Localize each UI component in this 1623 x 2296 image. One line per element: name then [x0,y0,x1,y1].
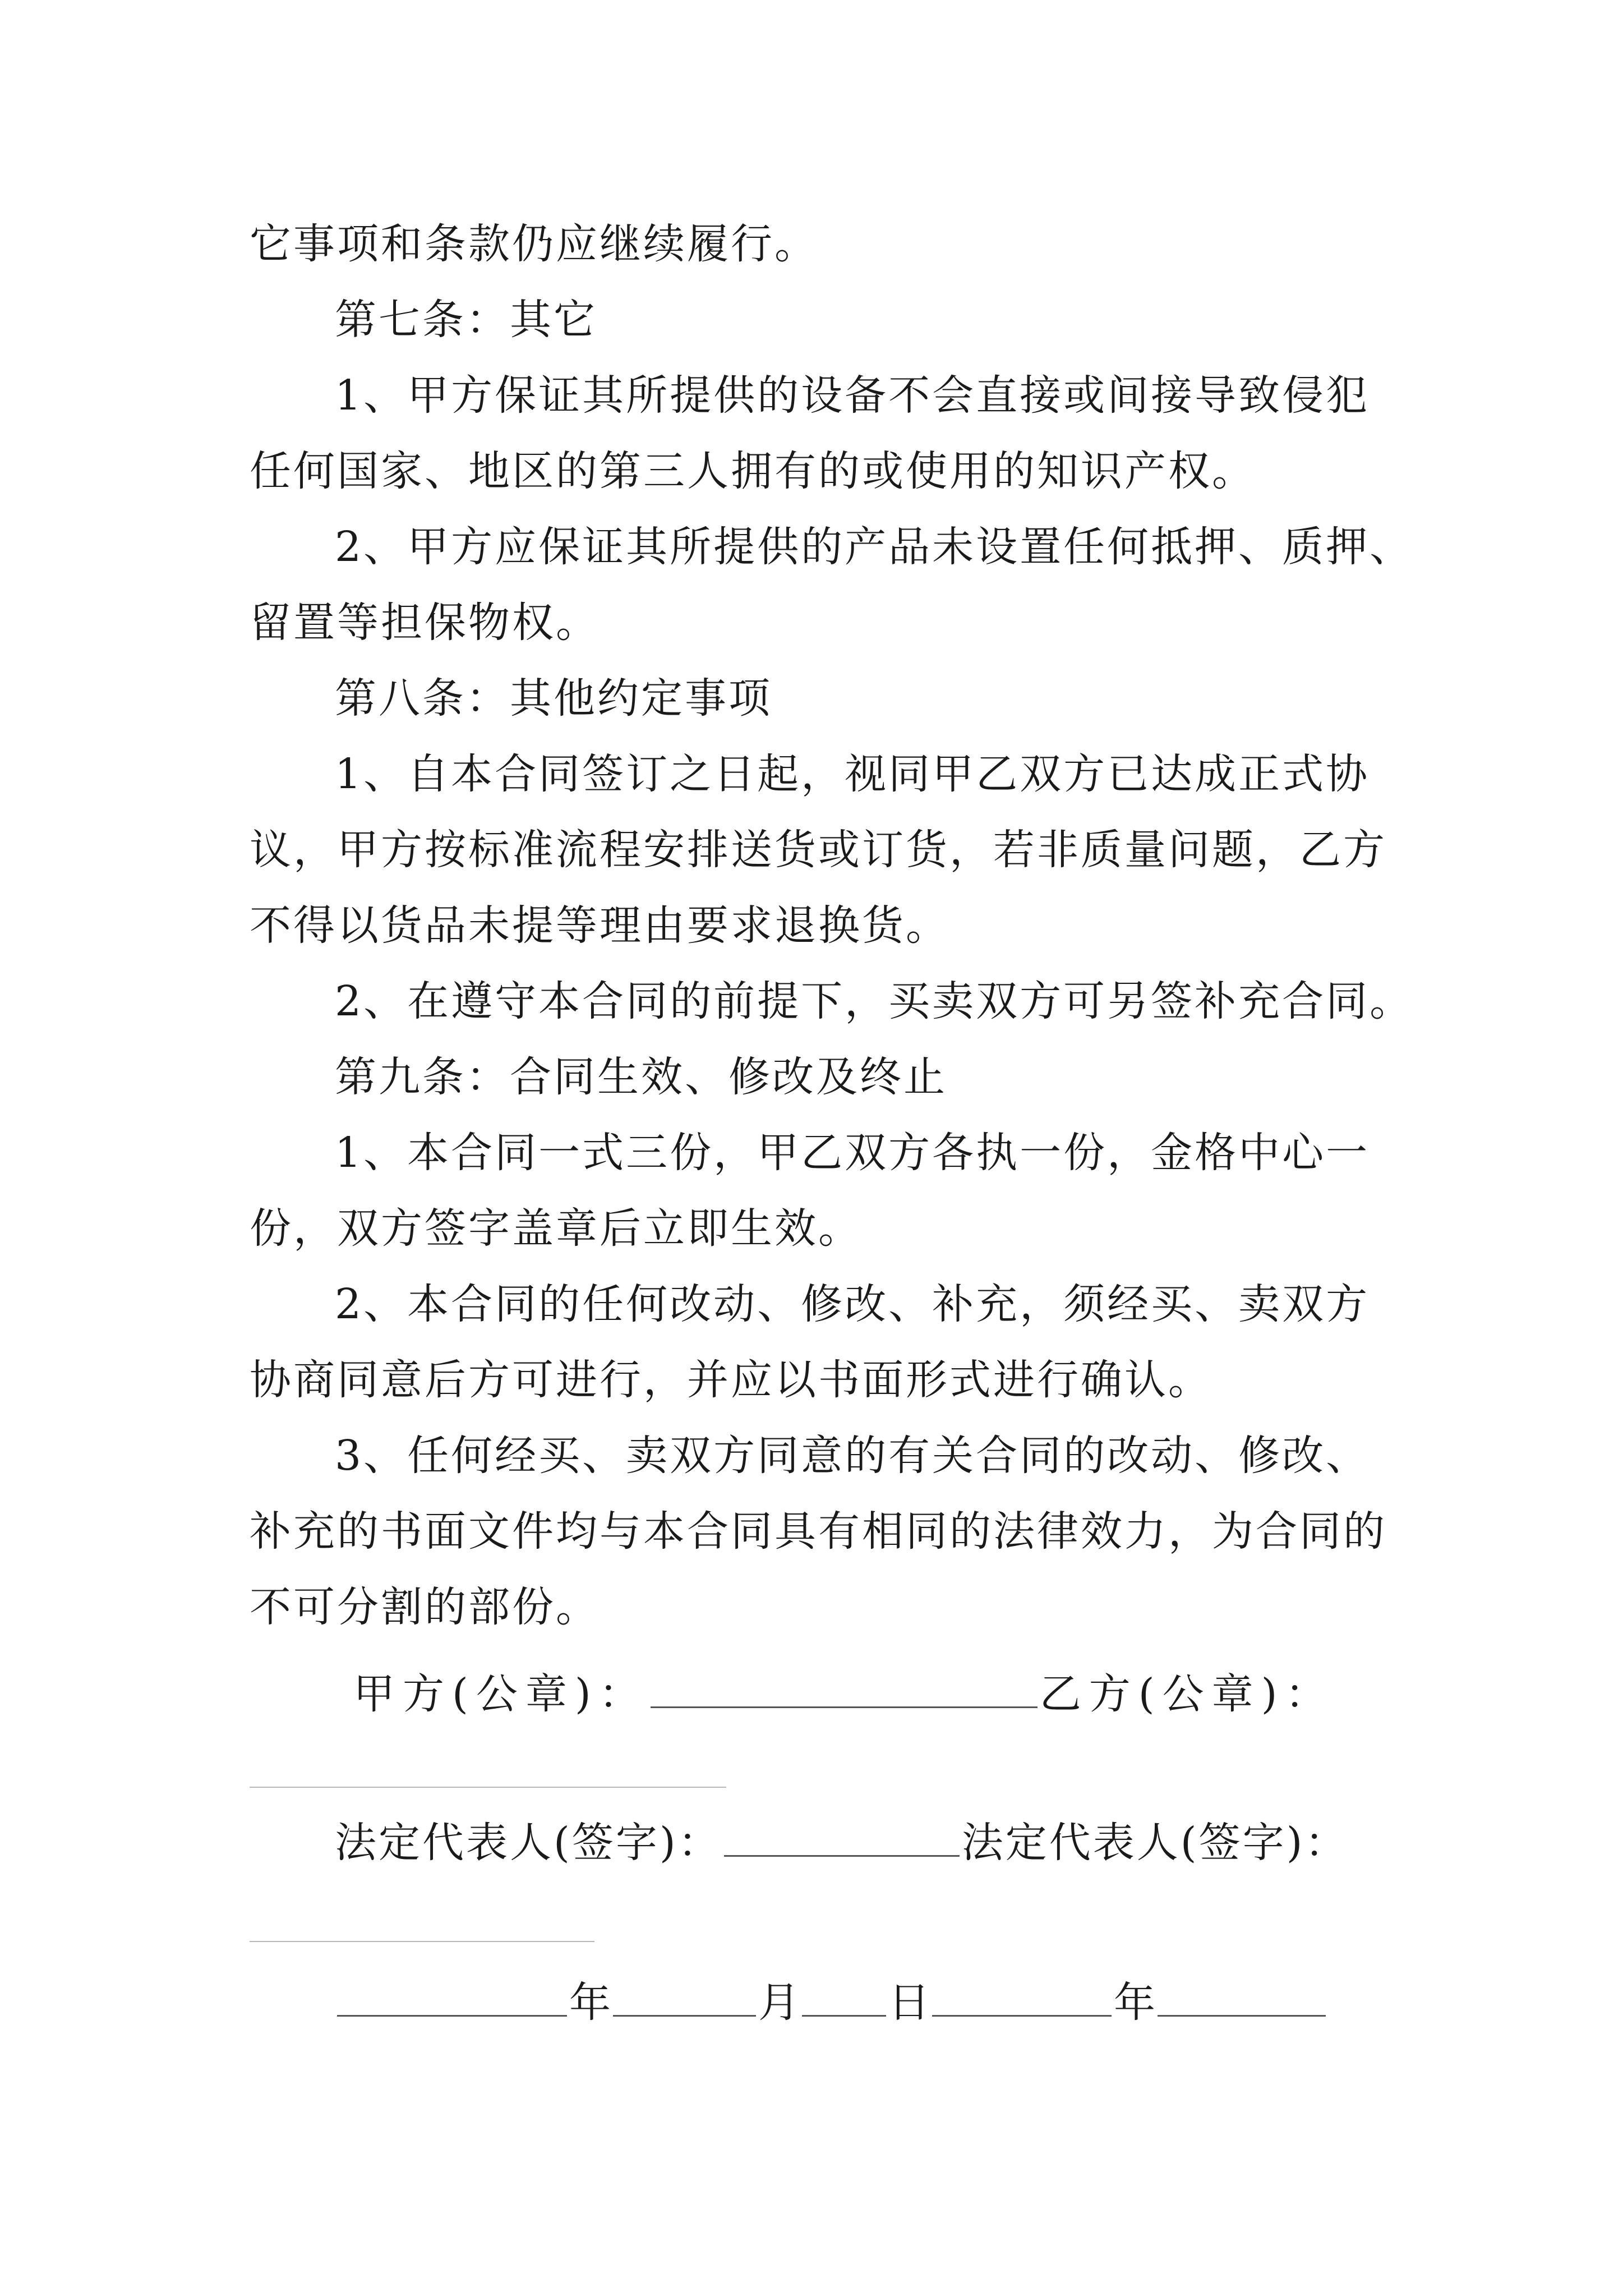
paragraph-line: 任何国家、地区的第三人拥有的或使用的知识产权。 [250,447,1256,495]
year-label-2: 年 [1114,1978,1155,2027]
paragraph-line: 1、甲方保证其所提供的设备不会直接或间接导致侵犯 [335,371,1370,420]
paragraph-line: 补充的书面文件均与本合同具有相同的法律效力，为合同的 [250,1507,1387,1556]
party-b-seal-label: 乙方(公章)： [1039,1670,1335,1718]
rep-a-label: 法定代表人(签字)： [335,1819,722,1867]
year-b-blank[interactable] [932,1980,1112,2017]
paragraph-line: 留置等担保物权。 [250,599,600,647]
paragraph-line: 2、在遵守本合同的前提下，买卖双方可另签补充合同。 [335,977,1414,1025]
paragraph-line: 1、自本合同签订之日起，视同甲乙双方已达成正式协 [335,750,1370,798]
year-a-blank[interactable] [337,1980,567,2017]
representative-row [335,1815,1349,1871]
year-label: 年 [569,1978,611,2027]
party-a-seal-blank[interactable] [651,1672,1038,1708]
paragraph-line: 议，甲方按标准流程安排送货或订货，若非质量问题，乙方 [250,826,1387,874]
paragraph-line: 份，双方签字盖章后立即生效。 [250,1204,862,1253]
day-label: 日 [888,1978,930,2027]
paragraph-line: 2、本合同的任何改动、修改、补充，须经买、卖双方 [335,1280,1370,1328]
paragraph-line: 1、本合同一式三份，甲乙双方各执一份，金格中心一 [335,1129,1370,1177]
section-heading-7: 第七条：其它 [335,296,597,344]
paragraph-line: 不得以货品未提等理由要求退换货。 [250,901,949,950]
paragraph-line: 2、甲方应保证其所提供的产品未设置任何抵押、质押、 [335,523,1414,571]
rep-b-label: 法定代表人(签字)： [961,1819,1349,1867]
date-row [335,1975,1328,2031]
paragraph-line: 它事项和条款仍应继续履行。 [250,220,818,268]
party-a-seal-label: 甲方(公章)： [353,1670,648,1718]
paragraph-line: 不可分割的部份。 [250,1583,600,1631]
paragraph-line: 3、任何经买、卖双方同意的有关合同的改动、修改、 [335,1432,1370,1480]
paragraph-line: 协商同意后方可进行，并应以书面形式进行确认。 [250,1356,1212,1404]
month-a-blank[interactable] [613,1980,756,2017]
section-heading-8: 第八条：其他约定事项 [335,674,772,723]
day-a-blank[interactable] [802,1980,886,2017]
party-b-seal-blank[interactable] [250,1787,726,1788]
section-heading-9: 第九条：合同生效、修改及终止 [335,1053,947,1101]
rep-a-sign-blank[interactable] [724,1820,960,1857]
month-label: 月 [758,1978,800,2027]
party-a-seal-row [353,1666,1335,1722]
month-b-blank[interactable] [1158,1980,1326,2017]
rep-b-sign-blank[interactable] [250,1941,594,1942]
